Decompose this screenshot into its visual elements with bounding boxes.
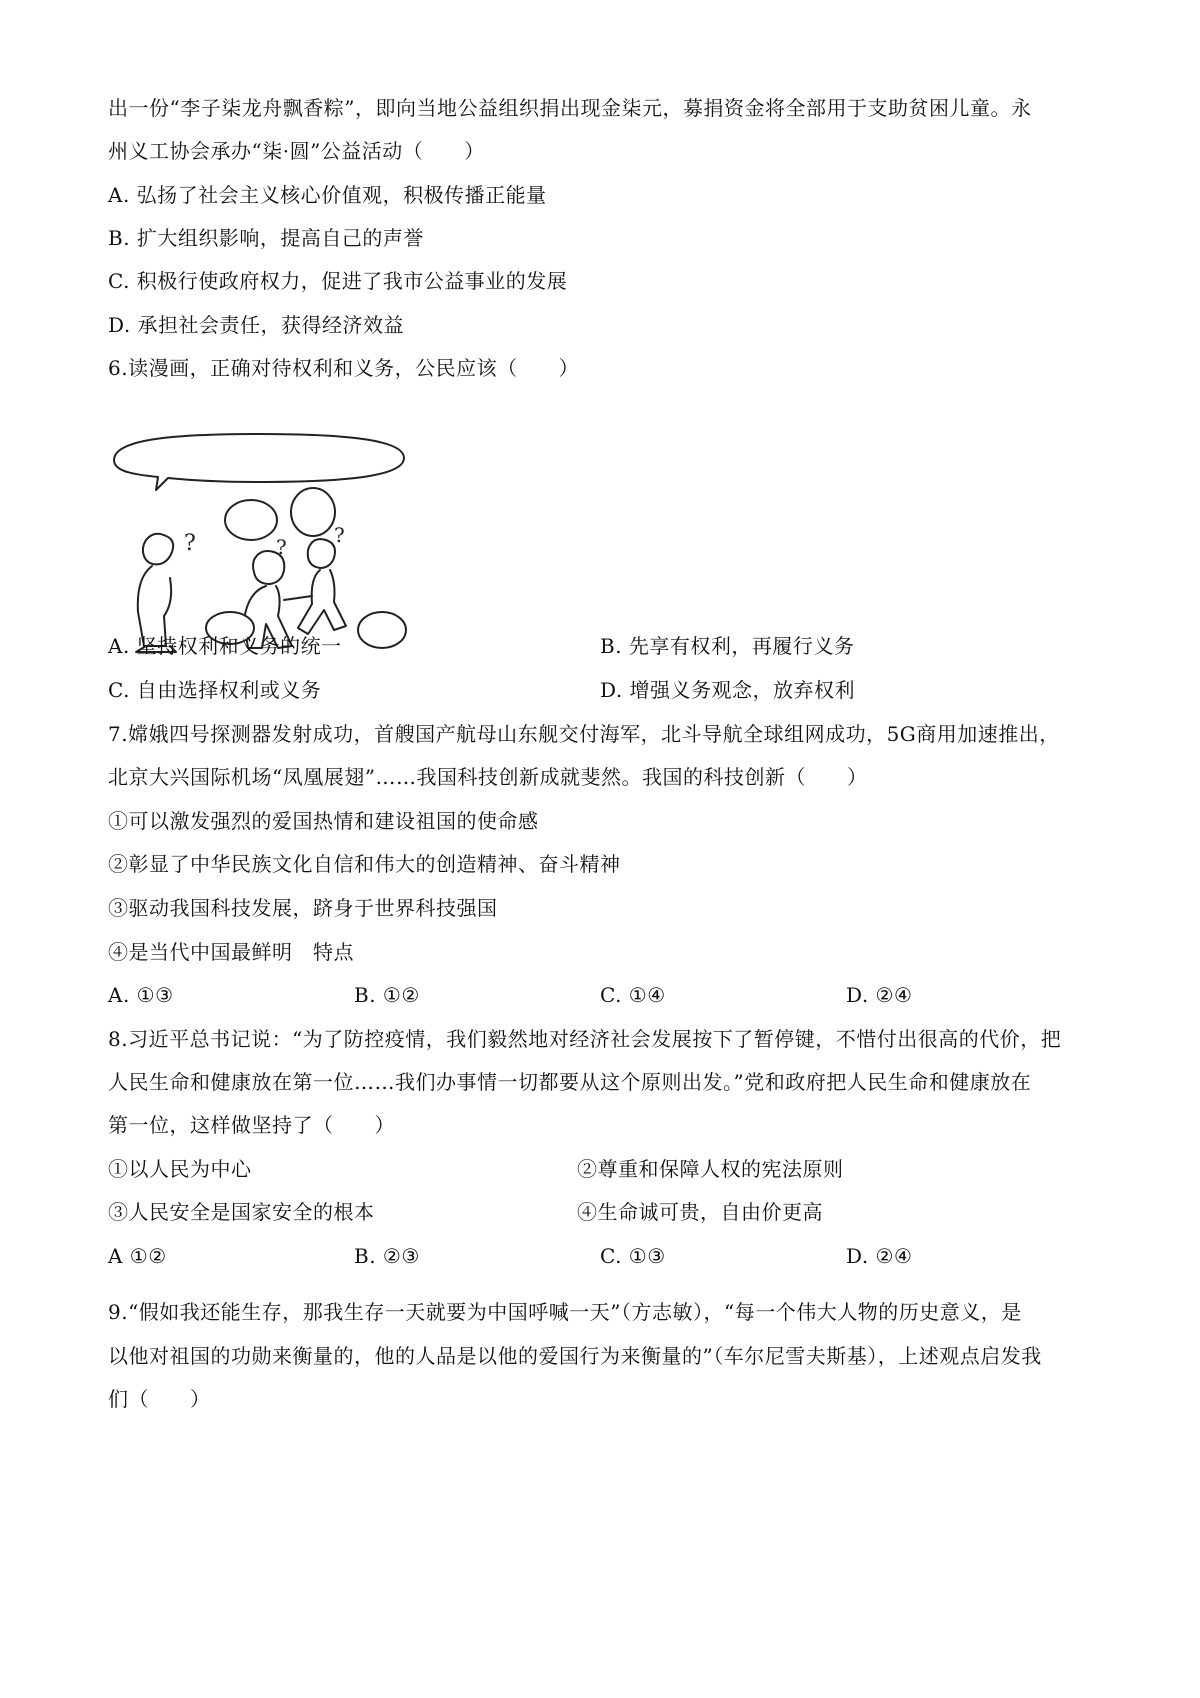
speech-bubble-top bbox=[114, 434, 404, 490]
q7-statement-3: ③驱动我国科技发展，跻身于世界科技强国 bbox=[108, 896, 498, 920]
q8-statement-1: ①以人民为中心 bbox=[108, 1157, 252, 1181]
q6-option-d: D. 增强义务观念，放弃权利 bbox=[600, 678, 856, 702]
svg-text:?: ? bbox=[334, 523, 345, 547]
q7-option-b: B. ①② bbox=[354, 983, 420, 1007]
q6-stem: 6.读漫画，正确对待权利和义务，公民应该（ ） bbox=[108, 356, 580, 380]
label-oval-right bbox=[358, 612, 406, 648]
speech-bubble-left bbox=[225, 500, 277, 540]
q7-statement-1: ①可以激发强烈的爱国热情和建设祖国的使命感 bbox=[108, 809, 539, 833]
q7-statement-2: ②彰显了中华民族文化自信和伟大的创造精神、奋斗精神 bbox=[108, 852, 621, 876]
q8-option-d: D. ②④ bbox=[846, 1244, 913, 1268]
svg-text:?: ? bbox=[184, 531, 196, 556]
q5-option-a: A. 弘扬了社会主义核心价值观，积极传播正能量 bbox=[108, 183, 547, 207]
q7-stem-line-1: 7.嫦娥四号探测器发射成功，首艘国产航母山东舰交付海军，北斗导航全球组网成功，5G商用加速推出， bbox=[108, 722, 1060, 746]
q5-option-d: D. 承担社会责任，获得经济效益 bbox=[108, 313, 405, 337]
q9-stem-line-3: 们（ ） bbox=[108, 1387, 211, 1411]
q7-option-c: C. ①④ bbox=[600, 983, 666, 1007]
q8-stem-line-3: 第一位，这样做坚持了（ ） bbox=[108, 1113, 395, 1137]
q8-option-a: A ①② bbox=[108, 1244, 167, 1268]
q8-stem-line-1: 8.习近平总书记说：“为了防控疫情，我们毅然地对经济社会发展按下了暂停键，不惜付出很高的代价，把 bbox=[108, 1027, 1062, 1051]
speech-bubble-right bbox=[291, 488, 335, 536]
figure-right bbox=[298, 523, 346, 634]
q6-option-b: B. 先享有权利，再履行义务 bbox=[600, 634, 855, 658]
q7-statement-4: ④是当代中国最鲜明 特点 bbox=[108, 940, 354, 964]
q9-stem-line-2: 以他对祖国的功勋来衡量的，他的人品是以他的爱国行为来衡量的”（车尔尼雪夫斯基），上述观点启发我 bbox=[108, 1344, 1042, 1368]
q5-option-b: B. 扩大组织影响，提高自己的声誉 bbox=[108, 226, 424, 250]
rights-duties-cartoon bbox=[108, 430, 428, 662]
q8-option-b: B. ②③ bbox=[354, 1244, 420, 1268]
q7-option-a: A. ①③ bbox=[108, 983, 174, 1007]
q5-stem-line-2: 州义工协会承办“柒·圆”公益活动（ ） bbox=[108, 139, 485, 163]
svg-text:?: ? bbox=[276, 535, 287, 559]
q8-statement-3: ③人民安全是国家安全的根本 bbox=[108, 1200, 375, 1224]
q5-option-c: C. 积极行使政府权力，促进了我市公益事业的发展 bbox=[108, 269, 568, 293]
q9-stem-line-1: 9.“假如我还能生存，那我生存一天就要为中国呼喊一天”（方志敏），“每一个伟大人物的历史意义，是 bbox=[108, 1300, 1022, 1324]
q6-option-c: C. 自由选择权利或义务 bbox=[108, 678, 322, 702]
q6-option-a: A. 坚持权利和义务的统一 bbox=[108, 634, 342, 658]
q8-option-c: C. ①③ bbox=[600, 1244, 666, 1268]
q7-stem-line-2: 北京大兴国际机场“凤凰展翅”……我国科技创新成就斐然。我国的科技创新（ ） bbox=[108, 765, 868, 789]
q7-option-d: D. ②④ bbox=[846, 983, 913, 1007]
q5-stem-line-1: 出一份“李子柒龙舟飘香粽”，即向当地公益组织捐出现金柒元，募捐资金将全部用于支助贫困儿童。永 bbox=[108, 96, 1032, 120]
q8-statement-2: ②尊重和保障人权的宪法原则 bbox=[577, 1157, 844, 1181]
q8-statement-4: ④生命诚可贵，自由价更高 bbox=[577, 1200, 823, 1224]
q8-stem-line-2: 人民生命和健康放在第一位……我们办事情一切都要从这个原则出发。”党和政府把人民生命和健康放在 bbox=[108, 1070, 1032, 1094]
